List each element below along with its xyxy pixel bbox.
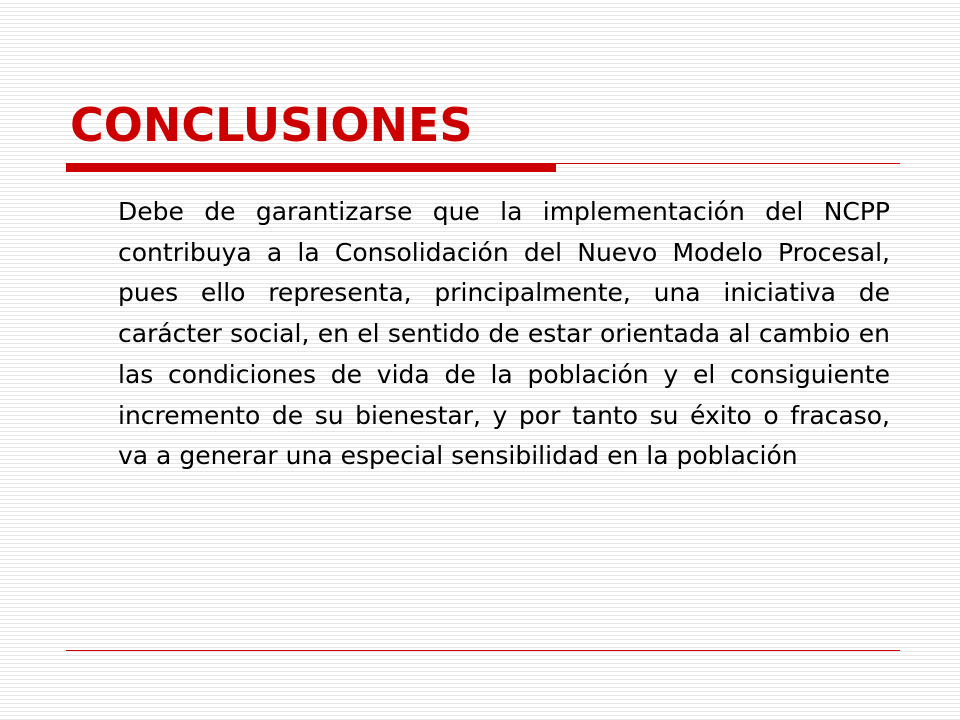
slide-title: CONCLUSIONES (70, 98, 473, 152)
footer-divider-line (66, 650, 900, 651)
title-underline-bar (66, 163, 556, 172)
title-divider-line (556, 163, 900, 164)
conclusion-paragraph: Debe de garantizarse que la implementación del NCPP contribuya a la Consolidación del Nuevo Modelo Procesal, pues ello representa, principalmente, una iniciativa de carácter social, en el sentido de estar orientada al cambio en las condiciones de vida de la población y el consiguiente incremento de su bienestar, y por tanto su éxito o fracaso, va a generar una especial sensibilidad en la población (118, 197, 890, 471)
